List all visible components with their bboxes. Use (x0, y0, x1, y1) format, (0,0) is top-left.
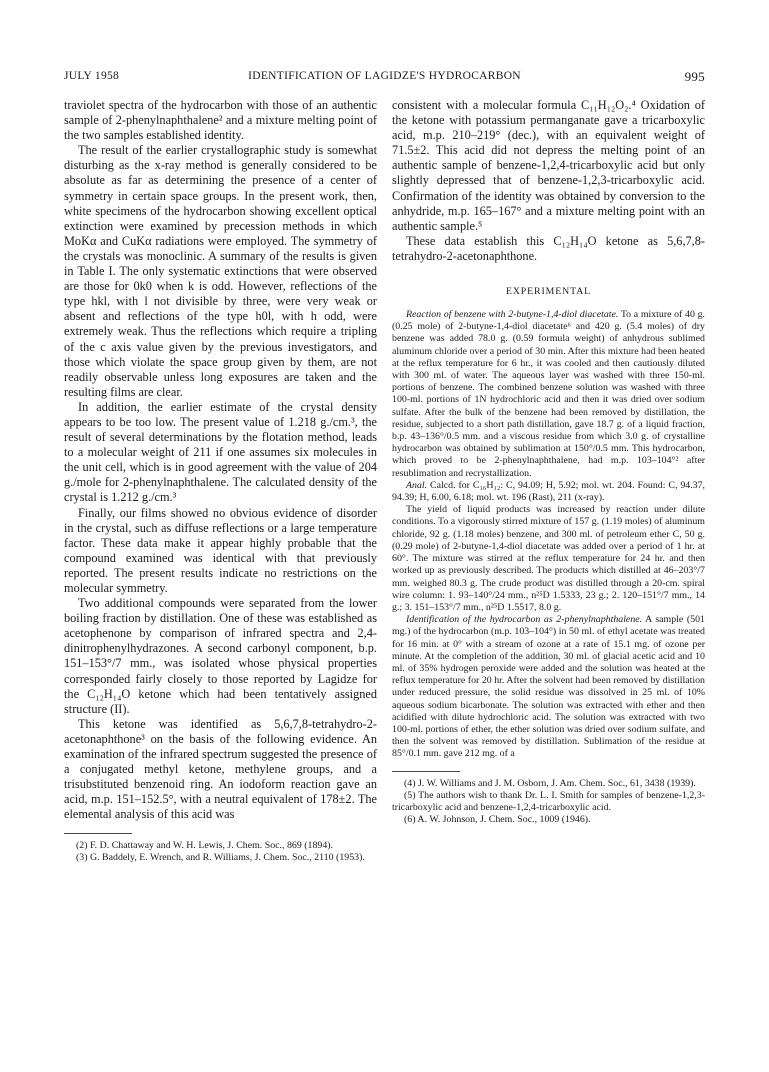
footnotes (64, 840, 377, 864)
paragraph: These data establish this C₁₂H₁₄O ketone as 5,6,7,8-tetrahydro-2-acetonaphthone. (392, 233, 705, 263)
header-title: IDENTIFICATION OF LAGIDZE'S HYDROCARBON (248, 70, 521, 82)
header-date: JULY 1958 (64, 70, 120, 82)
footnote: (3) G. Baddely, E. Wrench, and R. Williams, J. Chem. Soc., 2110 (1953). (76, 851, 365, 863)
section-heading: EXPERIMENTAL (505, 286, 592, 298)
running-header (64, 70, 705, 86)
left-column (64, 98, 377, 864)
experimental-paragraph: Identification of the hydrocarbon as 2-phenylnaphthalene. A sample (501 mg.) of the hydrocarbon (m.p. 103–104°) in 50 ml. of ethyl acetate was treated for 16 min. at 0° with a stream of ozone at a rate of 15.1 mg. of ozone per minute. At the completion of the addition, 30 ml. of glacial acetic acid and 10 ml. of 35% hydrogen peroxide were added and the solution was heated at the reflux temperature for 20 hr. After the solvent had been removed by distillation under reduced pressure, the solid residue was dissolved in 25 ml. of 10% aqueous sodium bicarbonate. The solution was extracted with ether and then acidified with dilute hydrochloric acid. The solution was extracted with two 100-ml. portions of ether, the ether solution was dried over sodium sulfate, and then the solvent was removed by distillation. Sublimation of the residue at 85°/0.1 mm. gave 212 mg. of a (392, 614, 705, 760)
experimental-section (392, 309, 705, 761)
paragraph: consistent with a molecular formula C₁₁H₁₂O₂.⁴ Oxidation of the ketone with potassium permanganate gave a tricarboxylic acid, m.p. 210–219° (dec.), with an equivalent weight of 71.5±2. This acid did not depress the melting point of an authentic sample of benzene-1,2,4-tricarboxylic acid but only slightly depressed that of benzene-1,2,3-tricarboxylic acid. Confirmation of the identity was obtained by conversion to the anhydride, m.p. 165–167° and a mixture melting point with an authentic sample.⁵ (392, 98, 705, 233)
paragraph: The result of the earlier crystallographic study is somewhat disturbing as the x-ray method is generally considered to be absolute as far as determining the presence of a center of symmetry in certain space groups. In the present work, then, white specimens of the hydrocarbon showing excellent optical extinction were examined by precession methods in which MoKα and CuKα radiations were employed. The symmetry of the crystals was monoclinic. A summary of the results is given in Table I. The only systematic extinctions that were observed are those for 0k0 when k is odd. However, reflections of the type hkl, with l not divisible by three, were very weak or absent and reflections of the type h0l, with h odd, were extremely weak. Thus the reflections which require a tripling of the c axis value given by the previous investigators, and those which violate the space group given by them, are not readily observable unless long exposures are taken and the resulting films are clear. (64, 143, 377, 399)
footnotes (392, 778, 705, 827)
paragraph: Two additional compounds were separated from the lower boiling fraction by distillation. One of these was established as acetophenone by comparison of infrared spectra and 2,4-dinitrophenylhydrazones. A second carbonyl component, b.p. 151–153°/7 mm., was isolated whose physical properties corresponded fairly closely to those reported by Lagidze for the C₁₂H₁₄O ketone which had been tentatively assigned structure (II). (64, 596, 377, 716)
footnote: (2) F. D. Chattaway and W. H. Lewis, J. Chem. Soc., 869 (1894). (76, 839, 334, 851)
paragraph: Finally, our films showed no obvious evidence of disorder in the crystal, such as diffuse reflections or a large temperature factor. These data make it appear highly probable that the compound examined was identical with that previously reported. The present results indicate no restrictions on the molecular symmetry. (64, 505, 377, 595)
subheading: Anal. (406, 479, 428, 491)
paragraph: This ketone was identified as 5,6,7,8-tetrahydro-2-acetonaphthone³ on the basis of the following evidence. An examination of the infrared spectrum suggested the presence of a conjugated methyl ketone, methylene groups, and a trisubstituted benzenoid ring. An iodoform reaction gave an acid, m.p. 151–152.5°, with a neutral equivalent of 178±2. The elemental analysis of this acid was (64, 716, 377, 822)
right-column (392, 98, 705, 826)
paragraph: traviolet spectra of the hydrocarbon with those of an authentic sample of 2-phenylnaphthalene² and a mixture melting point of the two samples established identity. (64, 98, 377, 143)
footnote-divider (64, 833, 132, 834)
footnote: (4) J. W. Williams and J. M. Osborn, J. Am. Chem. Soc., 61, 3438 (1939). (404, 777, 696, 789)
experimental-paragraph: Anal. Calcd. for C₁₆H₁₂: C, 94.09; H, 5.92; mol. wt. 204. Found: C, 94.37, 94.39; H, 6.00, 6.18; mol. wt. 196 (Rast), 211 (x-ray). (392, 479, 706, 504)
footnote-divider (392, 771, 460, 772)
footnote: (5) The authors wish to thank Dr. L. I. Smith for samples of benzene-1,2,3-tricarboxylic acid and benzene-1,2,4-tricarboxylic acid. (392, 789, 705, 813)
subheading: Reaction of benzene with 2-butyne-1,4-diol diacetate. (406, 309, 619, 321)
subheading: Identification of the hydrocarbon as 2-phenylnaphthalene. (406, 614, 643, 626)
page-number: 995 (684, 69, 705, 84)
experimental-paragraph: Reaction of benzene with 2-butyne-1,4-diol diacetate. To a mixture of 40 g. (0.25 mole) of 2-butyne-1,4-diol diacetate⁶ and 420 g. (5.4 moles) of dry benzene was added 78.0 g. (0.59 formula weight) of anhydrous sublimed aluminum chloride over a period of 30 min. After this mixture had been heated at the reflux temperature for 6 hr., it was cooled and then cautiously diluted with 300 ml. of water. The aqueous layer was washed with three 150-ml. portions of benzene. The combined benzene solution was washed with three 100-ml. portions of 1N hydrochloric acid and then it was dried over sodium sulfate. After the bulk of the benzene had been removed by distillation, the residue, subjected to a short path distillation, gave 18.7 g. of a liquid fraction, b.p. 43–136°/0.5 mm. and a viscous residue from which 3.0 g. of crystalline hydrocarbon was obtained by sublimation at 150°/0.5 mm. This hydrocarbon, which proved to be 2-phenylnaphthalene, had m.p. 103–104°² after resublimation and recrystallization. (392, 309, 705, 479)
experimental-paragraph: The yield of liquid products was increased by reaction under dilute conditions. To a vigorously stirred mixture of 157 g. (1.19 moles) of aluminum chloride, 92 g. (1.18 moles) benzene, and 300 ml. of petroleum ether C, 50 g. (0.29 mole) of 2-butyne-1,4-diol diacetate was added over a period of 1 hr. at 60°. The mixture was stirred at the reflux temperature for 24 hr. and then worked up as previously described. The products which distilled at 46–203°/7 mm. weighed 80.3 g. The crude product was distilled through a 20-cm. spiral wire column: 1. 93–140°/24 mm., n²⁵D 1.5333, 23 g.; 2. 120–151°/7 mm., 14 g.; 3. 151–153°/7 mm., n²⁵D 1.5517, 8.0 g. (392, 504, 705, 613)
paragraph: In addition, the earlier estimate of the crystal density appears to be too low. The present value of 1.218 g./cm.³, the result of several determinations by the flotation method, leads to a molecular weight of 211 if one assumes six molecules in the unit cell, which is in good agreement with the value of 204 g./mole for 2-phenylnaphthalene. The calculated density of the crystal is 1.212 g./cm.³ (64, 399, 377, 505)
footnote: (6) A. W. Johnson, J. Chem. Soc., 1009 (1946). (404, 814, 591, 826)
